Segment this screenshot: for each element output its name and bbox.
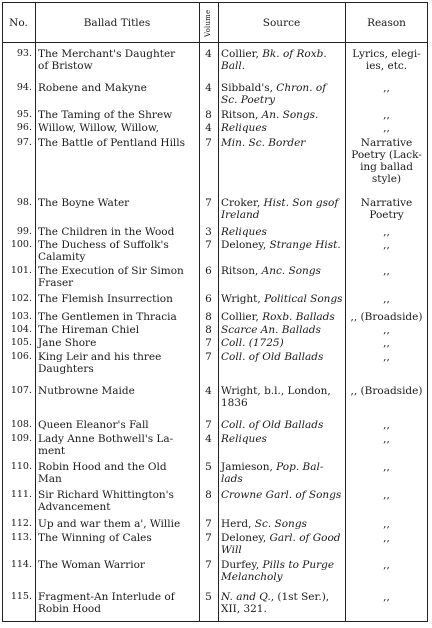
reason-line: ,, bbox=[383, 532, 390, 544]
ballad-title bbox=[38, 559, 199, 571]
volume-number-line: 5 bbox=[205, 461, 212, 473]
volume-number bbox=[199, 82, 218, 94]
reason bbox=[345, 489, 428, 501]
ballad-title-line: Man bbox=[38, 473, 62, 485]
ballad-title bbox=[38, 324, 199, 336]
volume-number bbox=[199, 239, 218, 251]
ballad-title bbox=[38, 239, 199, 263]
row-number-line: 102. bbox=[10, 293, 32, 304]
volume-number bbox=[199, 109, 218, 121]
ballad-title bbox=[38, 591, 199, 615]
volume-number-line: 4 bbox=[205, 385, 212, 397]
source-line: Herd, Sc. Songs bbox=[221, 518, 307, 530]
row-number bbox=[2, 265, 35, 277]
row-number bbox=[2, 419, 35, 431]
reason-line: ies, etc. bbox=[365, 60, 408, 72]
volume-number bbox=[199, 265, 218, 277]
ballad-title-line: The Merchant's Daughter bbox=[38, 48, 176, 60]
source-line: Wright, b.l., London, bbox=[221, 385, 331, 397]
volume-number-line: 4 bbox=[205, 122, 212, 134]
row-number bbox=[2, 532, 35, 544]
row-number bbox=[2, 226, 35, 238]
volume-number bbox=[199, 433, 218, 445]
volume-number bbox=[199, 559, 218, 571]
source-line: Ball. bbox=[221, 60, 246, 72]
ballad-title-line: Fragment-An Interlude of bbox=[38, 591, 175, 603]
reason-line: ,, (Broadside) bbox=[350, 385, 423, 397]
reason-line: Narrative bbox=[360, 197, 413, 209]
reason-line: ,, bbox=[383, 518, 390, 530]
ballad-title-line: The Duchess of Suffolk's bbox=[38, 239, 169, 251]
row-number bbox=[2, 351, 35, 363]
row-number-line: 103. bbox=[10, 311, 32, 322]
source bbox=[221, 461, 345, 485]
reason bbox=[345, 265, 428, 277]
volume-number-line: 7 bbox=[205, 518, 212, 530]
source-line: Ritson, An. Songs. bbox=[221, 109, 319, 121]
row-number bbox=[2, 122, 35, 134]
reason-line: ing ballad bbox=[360, 161, 413, 173]
ballad-title-line: Robin Hood bbox=[38, 603, 101, 615]
ballad-title-line: The Taming of the Shrew bbox=[38, 109, 173, 121]
reason-line: Poetry bbox=[369, 209, 404, 221]
row-number bbox=[2, 109, 35, 121]
source bbox=[221, 82, 345, 106]
row-number-line: 97. bbox=[16, 137, 32, 148]
reason-line: ,, bbox=[383, 239, 390, 251]
volume-number-line: 4 bbox=[205, 48, 212, 60]
volume-number-line: 7 bbox=[205, 239, 212, 251]
source bbox=[221, 351, 345, 363]
row-number bbox=[2, 518, 35, 530]
volume-number-line: 7 bbox=[205, 532, 212, 544]
ballad-title bbox=[38, 109, 199, 121]
reason-line: ,, bbox=[383, 324, 390, 336]
ballad-title-line: of Bristow bbox=[38, 60, 93, 72]
source-line: Will bbox=[221, 544, 242, 556]
ballad-title bbox=[38, 461, 199, 485]
source-line: Deloney, Garl. of Good bbox=[221, 532, 341, 544]
source-line: Scarce An. Ballads bbox=[221, 324, 321, 336]
reason bbox=[345, 324, 428, 336]
ballad-title bbox=[38, 122, 199, 134]
row-number-line: 115. bbox=[10, 591, 32, 602]
reason-line: Narrative bbox=[360, 137, 413, 149]
reason bbox=[345, 311, 428, 323]
reason-line: ,, bbox=[383, 265, 390, 277]
header-divider bbox=[2, 42, 428, 43]
source-line: Melancholy bbox=[221, 571, 283, 583]
row-number-line: 109. bbox=[10, 433, 32, 444]
column-divider bbox=[218, 2, 219, 622]
source-line: Ireland bbox=[221, 209, 260, 221]
volume-number bbox=[199, 351, 218, 363]
row-number bbox=[2, 337, 35, 349]
header-source: Source bbox=[262, 17, 301, 29]
source bbox=[221, 489, 345, 501]
source-line: Deloney, Strange Hist. bbox=[221, 239, 341, 251]
volume-number bbox=[199, 137, 218, 149]
ballad-title bbox=[38, 489, 199, 513]
reason-line: style) bbox=[371, 173, 402, 185]
source-line: Coll. of Old Ballads bbox=[221, 351, 324, 363]
source bbox=[221, 226, 345, 238]
source bbox=[221, 518, 345, 530]
ballad-title-line: The Children in the Wood bbox=[38, 226, 175, 238]
reason-line: ,, bbox=[383, 351, 390, 363]
source-line: Ritson, Anc. Songs bbox=[221, 265, 321, 277]
reason bbox=[345, 559, 428, 571]
source bbox=[221, 385, 345, 409]
source-line: Wright, Political Songs bbox=[221, 293, 343, 305]
source bbox=[221, 419, 345, 431]
row-number-line: 101. bbox=[10, 265, 32, 276]
row-number-line: 111. bbox=[10, 489, 32, 500]
row-number bbox=[2, 489, 35, 501]
ballad-title-line: King Leir and his three bbox=[38, 351, 162, 363]
volume-number bbox=[199, 226, 218, 238]
row-number-line: 98. bbox=[16, 197, 32, 208]
row-number bbox=[2, 324, 35, 336]
ballad-title bbox=[38, 226, 199, 238]
volume-number-line: 8 bbox=[205, 489, 212, 501]
reason-line: ,, bbox=[383, 122, 390, 134]
volume-number-line: 7 bbox=[205, 197, 212, 209]
ballad-title-line: The Execution of Sir Simon bbox=[38, 265, 184, 277]
reason bbox=[345, 532, 428, 544]
source-line: 1836 bbox=[221, 397, 248, 409]
ballad-title-line: The Hireman Chiel bbox=[38, 324, 140, 336]
ballad-title-line: Lady Anne Bothwell's La- bbox=[38, 433, 174, 445]
volume-number bbox=[199, 591, 218, 603]
volume-number bbox=[199, 337, 218, 349]
volume-number-line: 7 bbox=[205, 559, 212, 571]
row-number bbox=[2, 311, 35, 323]
reason-line: ,, bbox=[383, 489, 390, 501]
source bbox=[221, 311, 345, 323]
row-number-line: 95. bbox=[16, 109, 32, 120]
ballad-title bbox=[38, 293, 199, 305]
ballad-title-line: Nutbrowne Maide bbox=[38, 385, 135, 397]
volume-number bbox=[199, 122, 218, 134]
ballad-title bbox=[38, 337, 199, 349]
header-reason: Reason bbox=[367, 17, 406, 29]
reason bbox=[345, 48, 428, 72]
ballad-title-line: Up and war them a', Willie bbox=[38, 518, 181, 530]
ballad-title-line: Sir Richard Whittington's bbox=[38, 489, 174, 501]
reason bbox=[345, 518, 428, 530]
volume-number-line: 5 bbox=[205, 591, 212, 603]
volume-number bbox=[199, 385, 218, 397]
reason bbox=[345, 385, 428, 397]
row-number bbox=[2, 239, 35, 251]
row-number bbox=[2, 433, 35, 445]
reason-line: ,, bbox=[383, 419, 390, 431]
row-number-line: 94. bbox=[16, 82, 32, 93]
source bbox=[221, 337, 345, 349]
header-ballad-titles: Ballad Titles bbox=[83, 17, 151, 29]
volume-number-line: 4 bbox=[205, 82, 212, 94]
source-line: Sc. Poetry bbox=[221, 94, 276, 106]
source-line: Reliques bbox=[221, 226, 267, 238]
ballad-title-line: Queen Eleanor's Fall bbox=[38, 419, 149, 431]
source bbox=[221, 137, 345, 149]
row-number-line: 113. bbox=[10, 532, 32, 543]
source-line: Reliques bbox=[221, 433, 267, 445]
source bbox=[221, 559, 345, 583]
reason-line: ,, bbox=[383, 433, 390, 445]
ballad-title-line: The Boyne Water bbox=[38, 197, 130, 209]
source-line: XII, 321. bbox=[221, 603, 267, 615]
ballad-title bbox=[38, 532, 199, 544]
volume-number bbox=[199, 197, 218, 209]
reason bbox=[345, 137, 428, 185]
volume-number-line: 8 bbox=[205, 311, 212, 323]
ballad-title bbox=[38, 518, 199, 530]
reason-line: ,, bbox=[383, 82, 390, 94]
row-number bbox=[2, 137, 35, 149]
row-number bbox=[2, 385, 35, 397]
ballad-title-line: The Flemish Insurrection bbox=[38, 293, 173, 305]
source-line: Coll. of Old Ballads bbox=[221, 419, 324, 431]
reason-line: Lyrics, elegi- bbox=[352, 48, 421, 60]
reason bbox=[345, 591, 428, 603]
ballad-title-line: Fraser bbox=[38, 277, 74, 289]
reason bbox=[345, 197, 428, 221]
volume-number bbox=[199, 324, 218, 336]
row-number bbox=[2, 82, 35, 94]
ballad-title-line: The Woman Warrior bbox=[38, 559, 145, 571]
source bbox=[221, 433, 345, 445]
reason-line: ,, bbox=[383, 591, 390, 603]
row-number bbox=[2, 293, 35, 305]
ballad-title-line: The Battle of Pentland Hills bbox=[38, 137, 186, 149]
reason bbox=[345, 239, 428, 251]
volume-number bbox=[199, 489, 218, 501]
row-number-line: 96. bbox=[16, 122, 32, 133]
reason bbox=[345, 461, 428, 473]
column-divider bbox=[35, 2, 36, 622]
source bbox=[221, 48, 345, 72]
source-line: Coll. (1725) bbox=[221, 337, 284, 349]
volume-number-line: 7 bbox=[205, 419, 212, 431]
volume-number bbox=[199, 532, 218, 544]
row-number-line: 99. bbox=[16, 226, 32, 237]
source bbox=[221, 591, 345, 615]
ballad-title-line: Willow, Willow, Willow, bbox=[38, 122, 159, 134]
source bbox=[221, 532, 345, 556]
reason bbox=[345, 433, 428, 445]
ballad-title-line: Jane Shore bbox=[38, 337, 97, 349]
row-number bbox=[2, 591, 35, 603]
reason-line: ,, bbox=[383, 293, 390, 305]
header-no: No. bbox=[9, 17, 28, 29]
ballad-title bbox=[38, 433, 199, 457]
reason bbox=[345, 109, 428, 121]
reason bbox=[345, 351, 428, 363]
ballad-title-line: The Gentlemen in Thracia bbox=[38, 311, 177, 323]
volume-number-line: 8 bbox=[205, 324, 212, 336]
row-number bbox=[2, 461, 35, 473]
reason bbox=[345, 226, 428, 238]
reason bbox=[345, 337, 428, 349]
reason-line: Poetry (Lack- bbox=[351, 149, 422, 161]
volume-number-line: 6 bbox=[205, 265, 212, 277]
ballad-title bbox=[38, 82, 199, 94]
ballad-title-line: Robin Hood and the Old bbox=[38, 461, 167, 473]
ballad-title bbox=[38, 419, 199, 431]
ballad-title-line: Calamity bbox=[38, 251, 86, 263]
row-number-line: 104. bbox=[10, 324, 32, 335]
row-number-line: 112. bbox=[10, 518, 32, 529]
reason bbox=[345, 293, 428, 305]
source-line: Crowne Garl. of Songs bbox=[221, 489, 342, 501]
source bbox=[221, 265, 345, 277]
volume-number bbox=[199, 461, 218, 473]
ballad-title bbox=[38, 265, 199, 289]
row-number-line: 100. bbox=[10, 239, 32, 250]
reason-line: ,, bbox=[383, 109, 390, 121]
ballad-title-line: Advancement bbox=[38, 501, 111, 513]
reason bbox=[345, 82, 428, 94]
ballad-title bbox=[38, 197, 199, 209]
source-line: Jamieson, Pop. Bal- bbox=[221, 461, 324, 473]
ballad-title bbox=[38, 311, 199, 323]
source bbox=[221, 324, 345, 336]
source bbox=[221, 197, 345, 221]
row-number bbox=[2, 48, 35, 60]
reason-line: ,, bbox=[383, 461, 390, 473]
volume-number-line: 7 bbox=[205, 351, 212, 363]
row-number-line: 93. bbox=[16, 48, 32, 59]
row-number bbox=[2, 197, 35, 209]
ballad-title bbox=[38, 385, 199, 397]
reason-line: ,, bbox=[383, 226, 390, 238]
volume-number bbox=[199, 293, 218, 305]
row-number-line: 108. bbox=[10, 419, 32, 430]
ballad-title-line: ment bbox=[38, 445, 66, 457]
ballad-title-line: The Winning of Cales bbox=[38, 532, 152, 544]
volume-number bbox=[199, 518, 218, 530]
reason bbox=[345, 419, 428, 431]
source-line: lads bbox=[221, 473, 243, 485]
volume-number-line: 3 bbox=[205, 226, 212, 238]
source-line: Croker, Hist. Son gsof bbox=[221, 197, 339, 209]
volume-number bbox=[199, 311, 218, 323]
row-number-line: 105. bbox=[10, 337, 32, 348]
ballad-title bbox=[38, 137, 199, 149]
source bbox=[221, 109, 345, 121]
reason bbox=[345, 122, 428, 134]
source bbox=[221, 293, 345, 305]
ballad-title bbox=[38, 48, 199, 72]
row-number-line: 114. bbox=[10, 559, 32, 570]
ballad-title-line: Robene and Makyne bbox=[38, 82, 147, 94]
volume-number-line: 7 bbox=[205, 137, 212, 149]
volume-number-line: 4 bbox=[205, 433, 212, 445]
source-line: Collier, Roxb. Ballads bbox=[221, 311, 335, 323]
volume-number-line: 6 bbox=[205, 293, 212, 305]
source-line: Sibbald's, Chron. of bbox=[221, 82, 327, 94]
reason-line: ,, bbox=[383, 337, 390, 349]
source-line: Min. Sc. Border bbox=[221, 137, 306, 149]
reason-line: ,, bbox=[383, 559, 390, 571]
source-line: Durfey, Pills to Purge bbox=[221, 559, 335, 571]
source bbox=[221, 122, 345, 134]
volume-number-line: 7 bbox=[205, 337, 212, 349]
row-number-line: 106. bbox=[10, 351, 32, 362]
source bbox=[221, 239, 345, 251]
ballad-title bbox=[38, 351, 199, 375]
volume-number bbox=[199, 419, 218, 431]
source-line: Reliques bbox=[221, 122, 267, 134]
source-line: Collier, Bk. of Roxb. bbox=[221, 48, 327, 60]
row-number-line: 110. bbox=[10, 461, 32, 472]
row-number bbox=[2, 559, 35, 571]
row-number-line: 107. bbox=[10, 385, 32, 396]
volume-number bbox=[199, 48, 218, 60]
volume-number-line: 8 bbox=[205, 109, 212, 121]
ballad-title-line: Daughters bbox=[38, 363, 94, 375]
ballad-table bbox=[2, 2, 430, 624]
header-volume: Volume bbox=[204, 9, 212, 37]
reason-line: ,, (Broadside) bbox=[350, 311, 423, 323]
source-line: N. and Q., (1st Ser.), bbox=[221, 591, 330, 603]
